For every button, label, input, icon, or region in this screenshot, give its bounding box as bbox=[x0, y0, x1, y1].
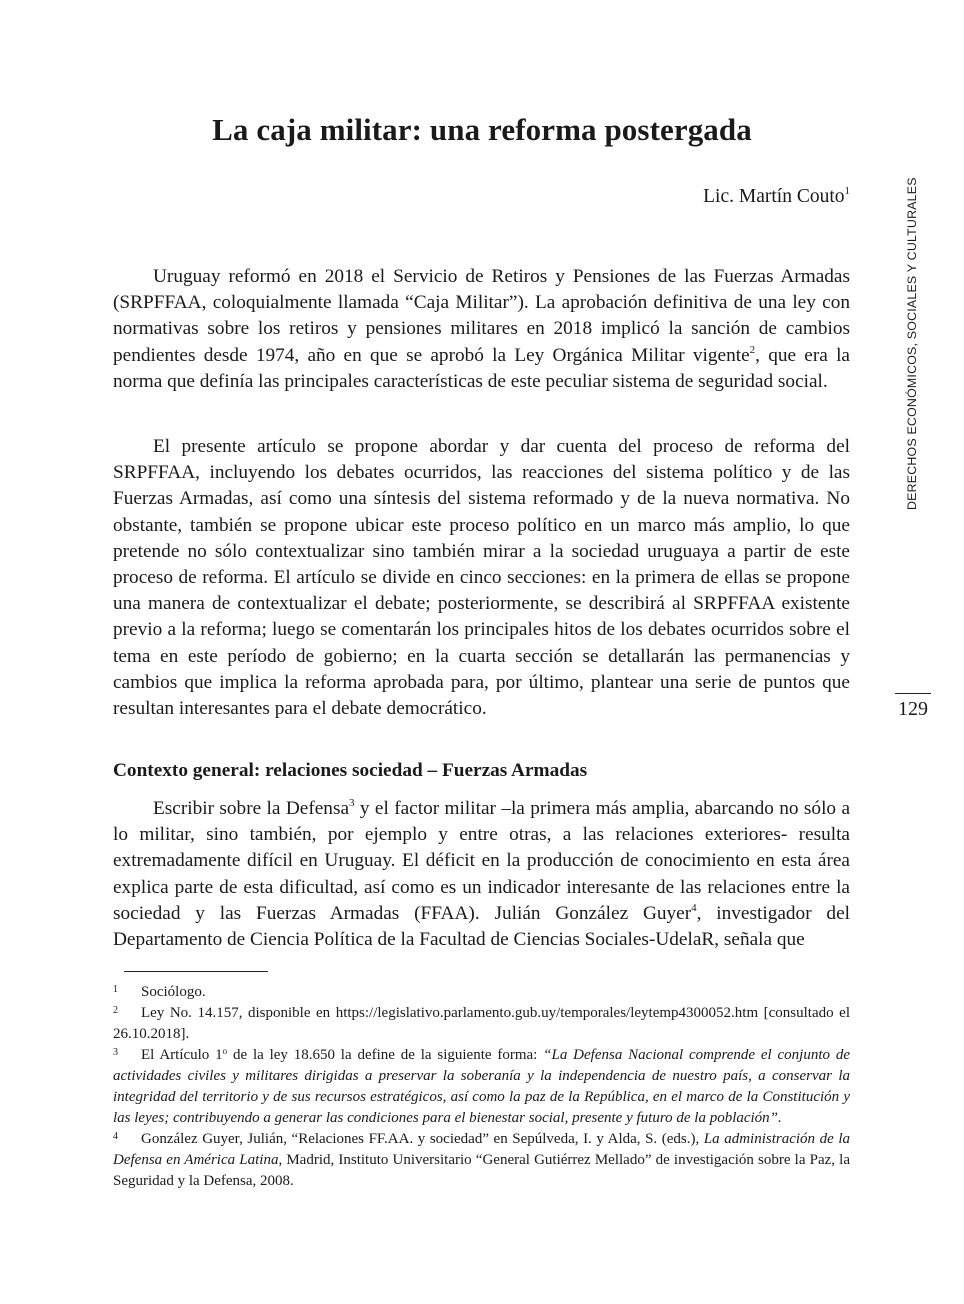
body-paragraph bbox=[113, 796, 850, 953]
article-title: La caja militar: una reforma postergada bbox=[212, 112, 752, 147]
footnote-text: El Artículo 1 bbox=[141, 1047, 223, 1063]
footnote-ref: 1 bbox=[844, 185, 850, 197]
footnote: 2 Ley No. 14.157, disponible en https://legislativo.parlamento.gub.uy/temporales/leytemp4300052.htm [consultado el 26.10.2018]. bbox=[113, 1005, 850, 1042]
footnote-text: González Guyer, Julián, “Relaciones FF.AA. y sociedad” en Sepúlveda, I. y Alda, S. (eds.), bbox=[141, 1131, 704, 1147]
paragraph-text: y el factor militar –la primera más amplia, abarcando no sólo a lo militar, sino también, por ejemplo y entre otras, a las relaciones exteriores- resulta extremadamente difícil en Uruguay. El déficit en la producción de conocimiento en esta área explica parte de esta dificultad, así como es un indicador interesante de las relaciones entre la sociedad y las Fuerzas Armadas (FFAA). Julián González Guyer bbox=[113, 798, 851, 924]
footnote-separator bbox=[124, 971, 268, 972]
footnote-ref: 2 bbox=[749, 343, 756, 356]
ordinal-mark: o bbox=[222, 1046, 228, 1056]
paragraph-text: Escribir sobre la Defensa bbox=[153, 798, 350, 819]
author-byline bbox=[703, 186, 850, 208]
author-name: Lic. Martín Couto bbox=[703, 186, 845, 207]
footnote: 3 El Artículo 1$^o$ de la ley 18.650 la define de la siguiente forma: “La Defensa Nacional comprende el conjunto de actividades civiles y militares dirigidas a preservar la soberanía y la independencia de nuestro país, a conservar la integridad del territorio y de sus recursos estratégicos, así como la paz de la República, en el marco de la Constitución y las leyes; contribuyendo a generar las condiciones para el bienestar social, presente y futuro de la población”. bbox=[113, 1046, 850, 1126]
section-side-label: DERECHOS ECONÓMICOS, SOCIALES Y CULTURALES bbox=[905, 177, 919, 510]
footnote-text: , Madrid, Instituto Universitario “General Gutiérrez Mellado” de investigación sobre la Paz, la Seguridad y la Defensa, 2008. bbox=[113, 1152, 850, 1189]
section-heading: Contexto general: relaciones sociedad – Fuerzas Armadas bbox=[113, 760, 588, 781]
paragraph-text: , investigador del Departamento de Ciencia Política de la Facultad de Ciencias Sociales-UdelaR, señala que bbox=[113, 902, 850, 951]
paragraph-text: El presente artículo se propone abordar y dar cuenta del proceso de reforma del SRPFFAA, incluyendo los debates ocurridos, las reacciones del sistema político y de las Fuerzas Armadas, así como una síntesis del sistema reformado y de la nueva normativa. No obstante, también se propone ubicar este proceso político en un marco más amplio, lo que pretende no sólo contextualizar sino también mirar a la sociedad uruguaya a partir de este proceso de reforma. El artículo se divide en cinco secciones: en la primera de ellas se propone una manera de contextualizar el debate; posteriormente, se describirá al SRPFFAA existente previo a la reforma; luego se comentarán los principales hitos de los debates ocurridos sobre el tema en este período de gobierno; en la cuarta sección se detallarán las permanencias y cambios que implica la reforma aprobada para, por último, plantear una serie de puntos que resultan interesantes para el debate democrático. bbox=[113, 436, 850, 720]
footnote-text: Sociólogo. bbox=[141, 984, 206, 1000]
footnote-quote: “La Defensa Nacional comprende el conjunto de actividades civiles y militares dirigidas a preservar la soberanía y la independencia de nuestro país, a conservar la integridad del territorio y de sus recursos estratégicos, así como la paz de la República, en el marco de la Constitución y las leyes; contribuyendo a generar las condiciones para el bienestar social, presente y futuro de la población”. bbox=[113, 1047, 850, 1126]
page-number: 129 bbox=[898, 698, 928, 720]
body-paragraph bbox=[113, 434, 850, 722]
footnote: 1 Sociólogo. bbox=[113, 984, 206, 1000]
body-paragraph bbox=[113, 264, 850, 395]
footnote: 4 González Guyer, Julián, “Relaciones FF.AA. y sociedad” en Sepúlveda, I. y Alda, S. (eds.), La administración de la Defensa en América Latina, Madrid, Instituto Universitario “General Gutiérrez Mellado” de investigación sobre la Paz, la Seguridad y la Defensa, 2008. bbox=[113, 1131, 850, 1189]
footnote-text: Ley No. 14.157, disponible en https://legislativo.parlamento.gub.uy/temporales/leytemp4300052.htm [consultado el 26.10.2018]. bbox=[113, 1005, 850, 1042]
footnote-text: de la ley 18.650 la define de la siguiente forma: bbox=[227, 1047, 544, 1063]
footnotes bbox=[113, 982, 850, 1192]
footnote-ref: 3 bbox=[349, 797, 355, 809]
paragraph-text: Uruguay reformó en 2018 el Servicio de Retiros y Pensiones de las Fuerzas Armadas (SRPFFAA, coloquialmente llamada “Caja Militar”). La aprobación definitiva de una ley con normativas sobre los retiros y pensiones militares en 2018 implicó la sanción de cambios pendientes desde 1974, año en que se aprobó la Ley Orgánica Militar vigente bbox=[113, 266, 850, 366]
footnote-ref: 4 bbox=[691, 901, 697, 914]
page-number-rule bbox=[895, 693, 931, 694]
paragraph-text: , que era la norma que definía las principales características de este peculiar sistema de seguridad social. bbox=[113, 344, 850, 392]
footnote-book-title: La administración de la Defensa en América Latina bbox=[113, 1131, 850, 1168]
